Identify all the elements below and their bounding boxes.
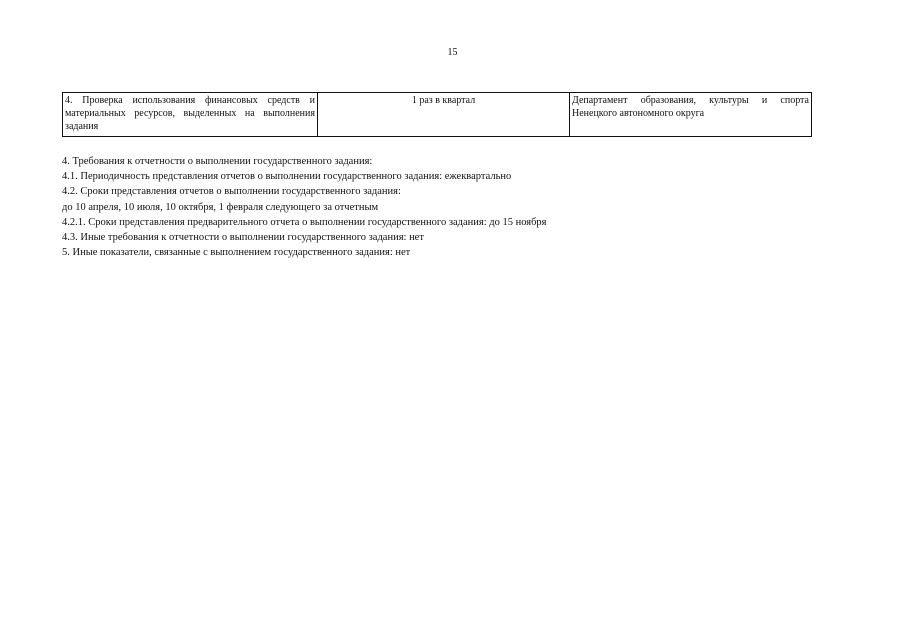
other-indicators: 5. Иные показатели, связанные с выполнением государственного задания: нет [62,247,411,259]
reporting-deadlines-heading: 4.2. Сроки представления отчетов о выполнении государственного задания: [62,186,401,198]
authority-cell: Департамент образования, культуры и спорта Ненецкого автономного округа [570,93,812,137]
reporting-periodicity: 4.1. Периодичность представления отчетов о выполнении государственного задания: ежеквартально [62,171,512,183]
reporting-deadlines-dates: до 10 апреля, 10 июля, 10 октября, 1 февраля следующего за отчетным [62,201,379,213]
other-reporting-requirements: 4.3. Иные требования к отчетности о выполнении государственного задания: нет [62,232,424,244]
table-row [63,93,812,137]
control-form-cell: 4. Проверка использования финансовых средств и материальных ресурсов, выделенных на выполнения задания [63,93,318,137]
section-heading-reporting: 4. Требования к отчетности о выполнении государственного задания: [62,156,373,167]
preliminary-report-deadline: 4.2.1. Сроки представления предварительного отчета о выполнении государственного задания: до 15 ноября [62,216,547,228]
periodicity-cell: 1 раз в квартал [318,93,570,137]
control-table [62,92,812,137]
page-number: 15 [447,47,458,58]
reporting-requirements [62,154,822,260]
